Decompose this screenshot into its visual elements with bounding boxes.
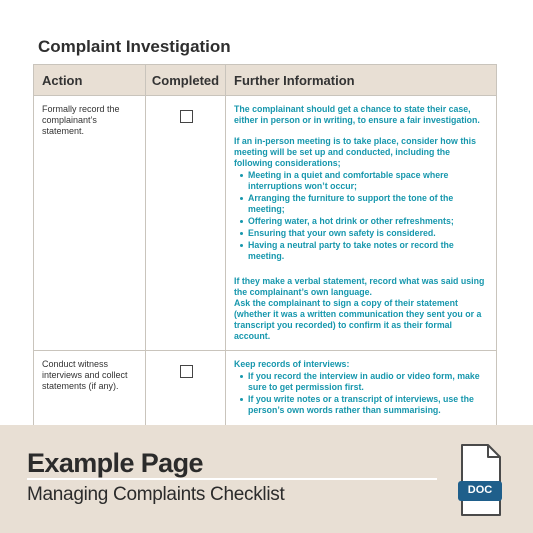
table-header-row bbox=[34, 65, 497, 96]
interview-records-list bbox=[234, 371, 489, 416]
footer-banner bbox=[0, 425, 533, 533]
info-paragraph: The complainant should get a chance to state their case, either in person or in writing, to ensure a fair investigation. bbox=[234, 104, 480, 125]
column-header-action: Action bbox=[34, 65, 146, 96]
info-paragraph: If an in-person meeting is to take place, consider how this meeting will be set up and conducted, including the following considerations; bbox=[234, 136, 476, 168]
list-item: Having a neutral party to take notes or record the meeting. bbox=[248, 240, 489, 262]
further-information-cell bbox=[226, 96, 497, 351]
doc-file-badge: DOC bbox=[467, 484, 493, 496]
completed-cell bbox=[146, 96, 226, 351]
column-header-completed: Completed bbox=[146, 65, 226, 96]
table-row bbox=[34, 96, 497, 351]
info-paragraph: Ask the complainant to sign a copy of their statement (whether it was a written communication they sent you or a transcript you recorded) to confirm it as their formal account. bbox=[234, 298, 482, 341]
document-title: Complaint Investigation bbox=[38, 37, 231, 56]
info-paragraph: Keep records of interviews: bbox=[234, 359, 350, 369]
list-item: Ensuring that your own safety is considered. bbox=[248, 228, 489, 239]
footer-divider bbox=[27, 478, 437, 480]
footer-subtitle: Managing Complaints Checklist bbox=[27, 484, 285, 505]
document-icon-graphic bbox=[456, 443, 504, 519]
considerations-list bbox=[234, 170, 489, 262]
action-cell: Formally record the complainant’s statement. bbox=[34, 96, 146, 351]
completed-checkbox[interactable] bbox=[180, 110, 193, 123]
list-item: Arranging the furniture to support the tone of the meeting; bbox=[248, 193, 489, 215]
action-cell: Conduct witness interviews and collect statements (if any). bbox=[34, 351, 146, 451]
column-header-further-information: Further Information bbox=[226, 65, 497, 96]
footer-title: Example Page bbox=[27, 448, 203, 478]
document-icon bbox=[456, 443, 504, 524]
info-paragraph: If they make a verbal statement, record what was said using the complainant’s own language. bbox=[234, 276, 485, 297]
list-item: If you write notes or a transcript of interviews, use the person’s own words rather than summarising. bbox=[248, 394, 489, 416]
completed-checkbox[interactable] bbox=[180, 365, 193, 378]
list-item: If you record the interview in audio or video form, make sure to get permission first. bbox=[248, 371, 489, 393]
list-item: Offering water, a hot drink or other refreshments; bbox=[248, 216, 489, 227]
complaint-checklist-table bbox=[33, 64, 497, 451]
list-item: Meeting in a quiet and comfortable space where interruptions won’t occur; bbox=[248, 170, 489, 192]
